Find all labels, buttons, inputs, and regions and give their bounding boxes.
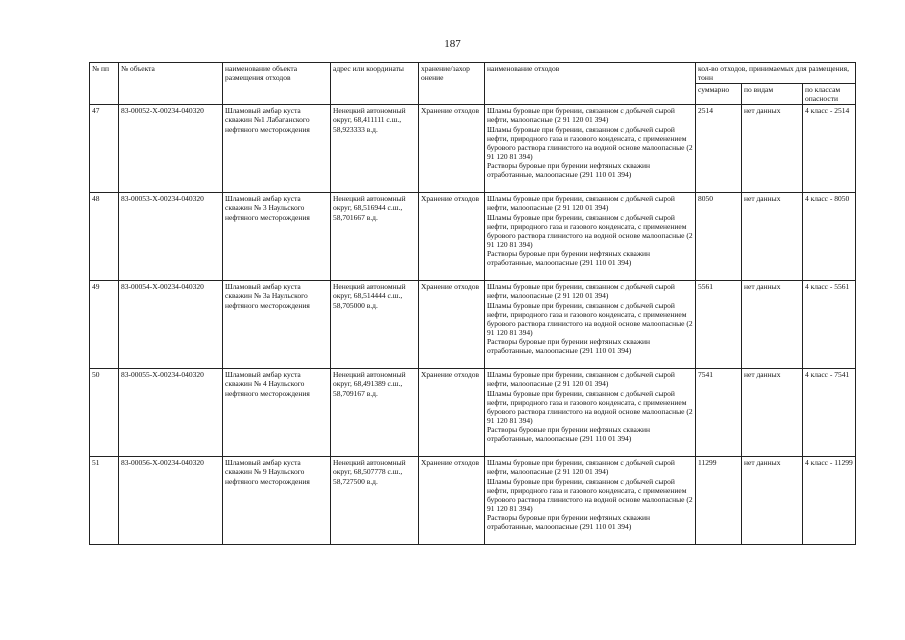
cell-total: 7541 [696,369,742,457]
waste-facility-table [89,62,856,545]
header-by-class: по классам опасности [803,84,856,105]
table-row [90,457,856,545]
cell-object-id: 83-00055-Х-00234-040320 [119,369,223,457]
cell-by-class: 4 класс - 8050 [803,193,856,281]
waste-line: Шламы буровые при бурении, связанном с добычей сырой нефти, малоопасные (2 91 120 01 394) [487,282,675,301]
table-row [90,193,856,281]
header-object-id: № объекта [119,63,223,105]
cell-by-class: 4 класс - 11299 [803,457,856,545]
cell-operation: Хранение отходов [419,193,485,281]
waste-line: Шламы буровые при бурении, связанном с добычей сырой нефти, природного газа и газового конденсата, с применением бурового раствора глинистого на водной основе малоопасные (2 91 120 81 394) [487,124,693,161]
cell-num: 51 [90,457,119,545]
cell-object-name: Шламовый амбар куста скважин № 4 Наульского нефтяного месторождения [223,369,331,457]
cell-total: 8050 [696,193,742,281]
waste-line: Шламы буровые при бурении, связанном с добычей сырой нефти, малоопасные (2 91 120 01 394) [487,370,675,389]
cell-by-class: 4 класс - 7541 [803,369,856,457]
waste-line: Растворы буровые при бурении нефтяных скважин отработанные, малоопасные (291 110 01 394) [487,160,651,180]
cell-waste-name [485,369,696,457]
cell-address: Ненецкий автономный округ, 68,516944 с.ш., 58,701667 в.д. [331,193,419,281]
header-quantity-group: кол-во отходов, принимаемых для размещения, тонн [696,63,856,84]
cell-object-name: Шламовый амбар куста скважин № 3а Наульского нефтяного месторождения [223,281,331,369]
waste-line: Шламы буровые при бурении, связанном с добычей сырой нефти, малоопасные (2 91 120 01 394) [487,194,675,213]
cell-waste-name [485,281,696,369]
cell-object-id: 83-00053-Х-00234-040320 [119,193,223,281]
cell-object-id: 83-00054-Х-00234-040320 [119,281,223,369]
waste-line: Растворы буровые при бурении нефтяных скважин отработанные, малоопасные (291 110 01 394) [487,424,651,444]
cell-total: 11299 [696,457,742,545]
cell-waste-name [485,193,696,281]
header-by-type: по видам [742,84,803,105]
cell-by-type: нет данных [742,281,803,369]
cell-num: 48 [90,193,119,281]
cell-operation: Хранение отходов [419,457,485,545]
cell-waste-name [485,457,696,545]
header-object-name: наименование объекта размещения отходов [223,63,331,105]
cell-by-class: 4 класс - 2514 [803,105,856,193]
waste-line: Шламы буровые при бурении, связанном с добычей сырой нефти, малоопасные (2 91 120 01 394) [487,106,675,125]
waste-line: Шламы буровые при бурении, связанном с добычей сырой нефти, природного газа и газового конденсата, с применением бурового раствора глинистого на водной основе малоопасные (2 91 120 81 394) [487,212,693,249]
cell-address: Ненецкий автономный округ, 68,507778 с.ш., 58,727500 в.д. [331,457,419,545]
header-waste-name: наименование отходов [485,63,696,105]
header-operation: хранение/захор онение [419,63,485,105]
cell-operation: Хранение отходов [419,281,485,369]
cell-object-name: Шламовый амбар куста скважин №1 Лабаганского нефтяного месторождения [223,105,331,193]
cell-total: 2514 [696,105,742,193]
cell-address: Ненецкий автономный округ, 68,411111 с.ш., 58,923333 в.д. [331,105,419,193]
page-number: 187 [444,38,461,50]
cell-by-class: 4 класс - 5561 [803,281,856,369]
cell-by-type: нет данных [742,457,803,545]
waste-line: Растворы буровые при бурении нефтяных скважин отработанные, малоопасные (291 110 01 394) [487,248,651,268]
waste-line: Шламы буровые при бурении, связанном с добычей сырой нефти, природного газа и газового конденсата, с применением бурового раствора глинистого на водной основе малоопасные (2 91 120 81 394) [487,388,693,425]
cell-by-type: нет данных [742,105,803,193]
cell-address: Ненецкий автономный округ, 68,514444 с.ш., 58,705000 в.д. [331,281,419,369]
cell-address: Ненецкий автономный округ, 68,491389 с.ш., 58,709167 в.д. [331,369,419,457]
waste-line: Растворы буровые при бурении нефтяных скважин отработанные, малоопасные (291 110 01 394) [487,336,651,356]
cell-object-id: 83-00052-Х-00234-040320 [119,105,223,193]
cell-operation: Хранение отходов [419,369,485,457]
cell-operation: Хранение отходов [419,105,485,193]
header-num: № пп [90,63,119,105]
waste-line: Растворы буровые при бурении нефтяных скважин отработанные, малоопасные (291 110 01 394) [487,512,651,532]
table-header-row [90,63,856,84]
cell-object-name: Шламовый амбар куста скважин № 3 Наульского нефтяного месторождения [223,193,331,281]
cell-object-name: Шламовый амбар куста скважин № 9 Наульского нефтяного месторождения [223,457,331,545]
cell-by-type: нет данных [742,193,803,281]
table-row [90,281,856,369]
cell-by-type: нет данных [742,369,803,457]
cell-num: 47 [90,105,119,193]
header-address: адрес или координаты [331,63,419,105]
table-row [90,105,856,193]
table-body [90,105,856,545]
cell-num: 50 [90,369,119,457]
header-total: суммарно [696,84,742,105]
waste-line: Шламы буровые при бурении, связанном с добычей сырой нефти, природного газа и газового конденсата, с применением бурового раствора глинистого на водной основе малоопасные (2 91 120 81 394) [487,476,693,513]
cell-num: 49 [90,281,119,369]
cell-total: 5561 [696,281,742,369]
cell-waste-name [485,105,696,193]
table-row [90,369,856,457]
cell-object-id: 83-00056-Х-00234-040320 [119,457,223,545]
waste-line: Шламы буровые при бурении, связанном с добычей сырой нефти, природного газа и газового конденсата, с применением бурового раствора глинистого на водной основе малоопасные (2 91 120 81 394) [487,300,693,337]
waste-line: Шламы буровые при бурении, связанном с добычей сырой нефти, малоопасные (2 91 120 01 394) [487,458,675,477]
